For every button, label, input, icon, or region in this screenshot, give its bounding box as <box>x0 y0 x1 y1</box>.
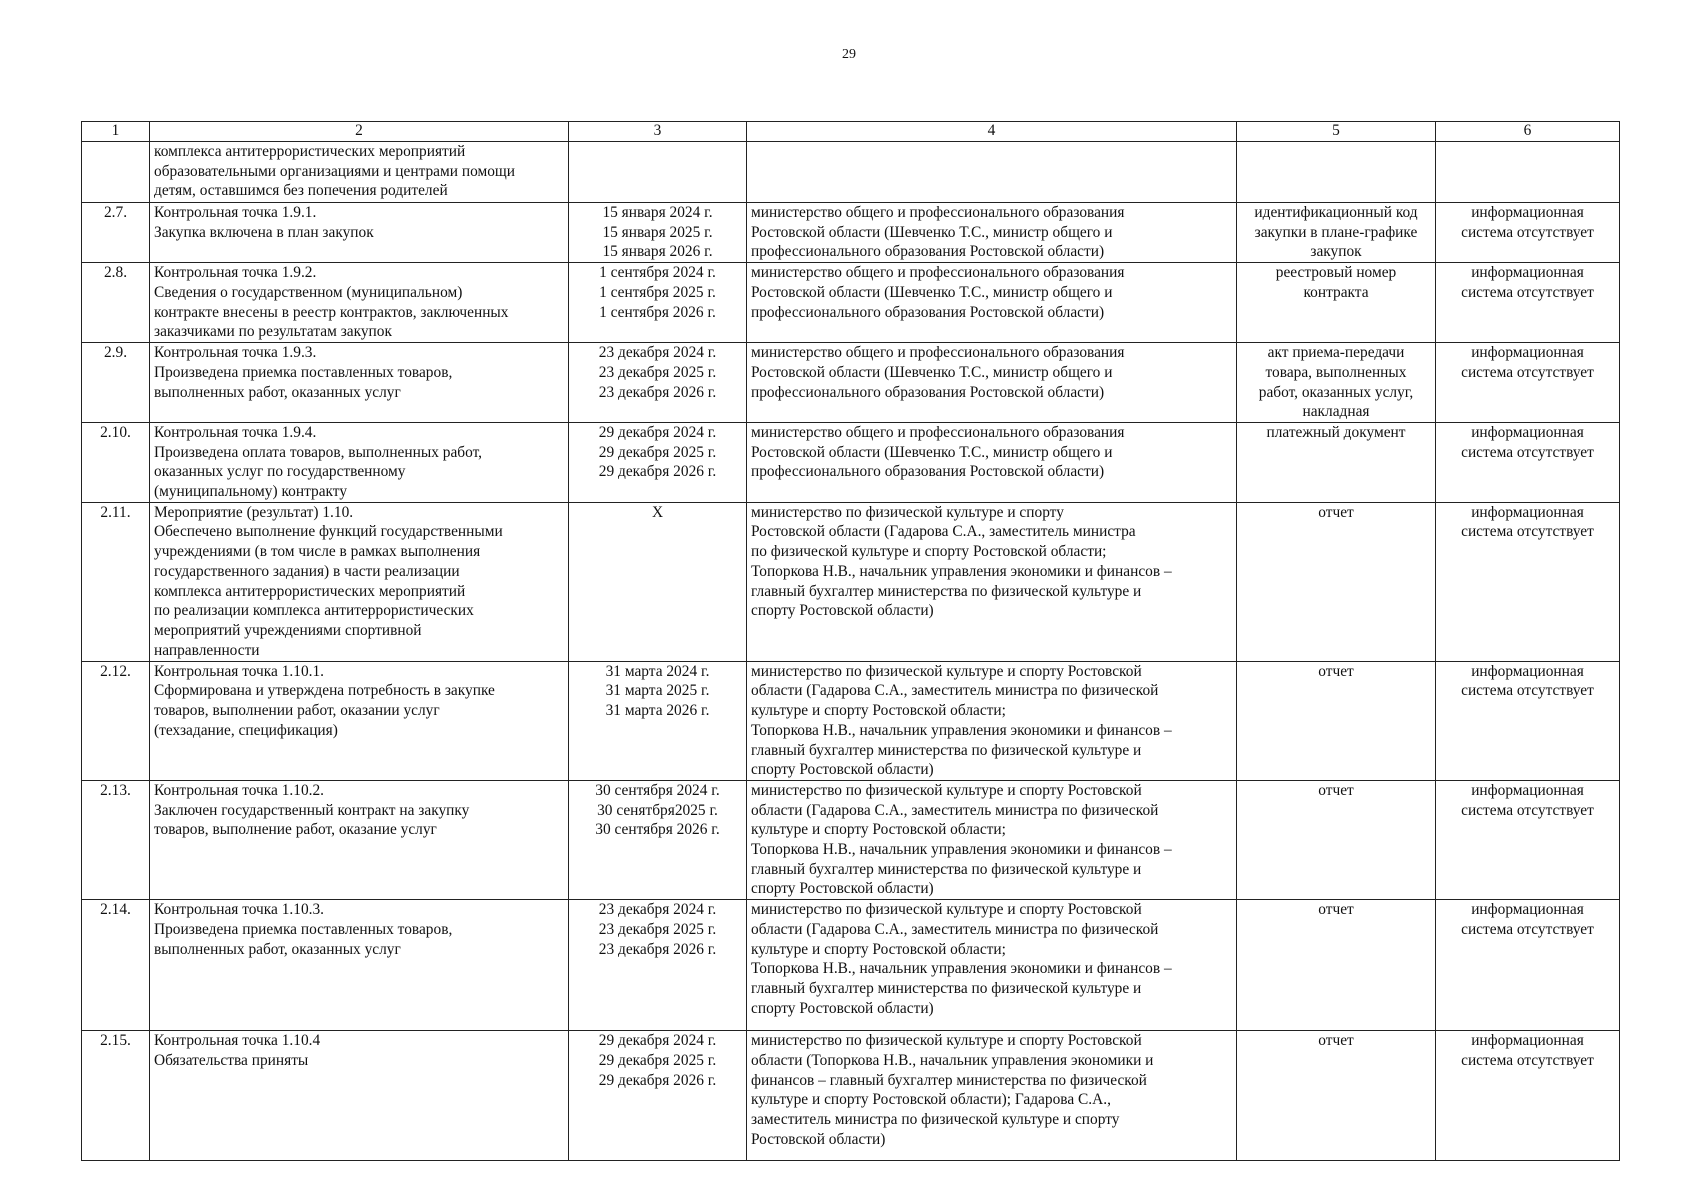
row-number: 2.9. <box>82 343 150 423</box>
row-dates <box>569 142 747 203</box>
table-row <box>82 142 1620 203</box>
row-dates: 23 декабря 2024 г. 23 декабря 2025 г. 23 декабря 2026 г. <box>569 343 747 423</box>
row-number: 2.12. <box>82 661 150 780</box>
row-number: 2.15. <box>82 1031 150 1161</box>
row-name: Контрольная точка 1.9.3. Произведена приемка поставленных товаров, выполненных работ, оказанных услуг <box>150 343 569 423</box>
row-document: реестровый номер контракта <box>1237 263 1436 343</box>
row-document: платежный документ <box>1237 422 1436 502</box>
row-number: 2.8. <box>82 263 150 343</box>
table-row <box>82 343 1620 423</box>
table-row <box>82 502 1620 661</box>
row-document: отчет <box>1237 661 1436 780</box>
row-dates: 30 сентября 2024 г. 30 сенятбря2025 г. 30 сентября 2026 г. <box>569 780 747 899</box>
row-system: информационная система отсутствует <box>1436 661 1620 780</box>
row-responsible: министерство по физической культуре и спорту Ростовской области (Гадарова С.А., заместитель министра по физической культуре и спорту Ростовской области; Топоркова Н.В., начальник управления экономики и финансов – главный бухгалтер министерства по физической культуре и спорту Ростовской области) <box>747 661 1237 780</box>
row-responsible <box>747 142 1237 203</box>
row-number: 2.10. <box>82 422 150 502</box>
table-row <box>82 661 1620 780</box>
header-cell: 1 <box>82 122 150 142</box>
table-row <box>82 780 1620 899</box>
table-row <box>82 263 1620 343</box>
row-dates: 31 марта 2024 г. 31 марта 2025 г. 31 марта 2026 г. <box>569 661 747 780</box>
row-number: 2.14. <box>82 900 150 1031</box>
row-system: информационная система отсутствует <box>1436 203 1620 263</box>
row-responsible: министерство по физической культуре и спорту Ростовской области (Гадарова С.А., заместитель министра по физической культуре и спорту Ростовской области; Топоркова Н.В., начальник управления экономики и финансов – главный бухгалтер министерства по физической культуре и спорту Ростовской области) <box>747 502 1237 661</box>
table-row <box>82 900 1620 1031</box>
row-name: Контрольная точка 1.9.2. Сведения о государственном (муниципальном) контракте внесены в реестр контрактов, заключенных заказчиками по результатам закупок <box>150 263 569 343</box>
row-system: информационная система отсутствует <box>1436 422 1620 502</box>
row-dates: 29 декабря 2024 г. 29 декабря 2025 г. 29 декабря 2026 г. <box>569 1031 747 1161</box>
row-document: отчет <box>1237 1031 1436 1161</box>
row-dates: 15 января 2024 г. 15 января 2025 г. 15 января 2026 г. <box>569 203 747 263</box>
row-name: Мероприятие (результат) 1.10. Обеспечено выполнение функций государственными учреждениями (в том числе в рамках выполнения государственного задания) в части реализации комплекса антитеррористических мероприятий по реализации комплекса антитеррористических мероприятий учреждениями спортивной направленности <box>150 502 569 661</box>
row-document: отчет <box>1237 780 1436 899</box>
row-dates: 1 сентября 2024 г. 1 сентября 2025 г. 1 сентября 2026 г. <box>569 263 747 343</box>
page-number: 29 <box>842 47 856 62</box>
row-system: информационная система отсутствует <box>1436 900 1620 1031</box>
row-number: 2.13. <box>82 780 150 899</box>
plan-table <box>81 121 1620 1161</box>
row-responsible: министерство по физической культуре и спорту Ростовской области (Топоркова Н.В., начальник управления экономики и финансов – главный бухгалтер министерства по физической культуре и спорту Ростовской области); Гадарова С.А., заместитель министра по физической культуре и спорту Ростовской области) <box>747 1031 1237 1161</box>
row-number: 2.11. <box>82 502 150 661</box>
row-system <box>1436 142 1620 203</box>
row-system: информационная система отсутствует <box>1436 263 1620 343</box>
header-cell: 6 <box>1436 122 1620 142</box>
header-cell: 3 <box>569 122 747 142</box>
row-name: Контрольная точка 1.10.2. Заключен государственный контракт на закупку товаров, выполнение работ, оказание услуг <box>150 780 569 899</box>
row-document: отчет <box>1237 502 1436 661</box>
table-row <box>82 422 1620 502</box>
row-name: Контрольная точка 1.10.3. Произведена приемка поставленных товаров, выполненных работ, оказанных услуг <box>150 900 569 1031</box>
row-dates: 23 декабря 2024 г. 23 декабря 2025 г. 23 декабря 2026 г. <box>569 900 747 1031</box>
table-header-row <box>82 122 1620 142</box>
table-row <box>82 1031 1620 1161</box>
row-responsible: министерство по физической культуре и спорту Ростовской области (Гадарова С.А., заместитель министра по физической культуре и спорту Ростовской области; Топоркова Н.В., начальник управления экономики и финансов – главный бухгалтер министерства по физической культуре и спорту Ростовской области) <box>747 900 1237 1031</box>
row-name: Контрольная точка 1.10.4 Обязательства приняты <box>150 1031 569 1161</box>
row-document: акт приема-передачи товара, выполненных работ, оказанных услуг, накладная <box>1237 343 1436 423</box>
row-dates: Х <box>569 502 747 661</box>
row-name: Контрольная точка 1.9.4. Произведена оплата товаров, выполненных работ, оказанных услуг по государственному (муниципальному) контракту <box>150 422 569 502</box>
row-responsible: министерство по физической культуре и спорту Ростовской области (Гадарова С.А., заместитель министра по физической культуре и спорту Ростовской области; Топоркова Н.В., начальник управления экономики и финансов – главный бухгалтер министерства по физической культуре и спорту Ростовской области) <box>747 780 1237 899</box>
header-cell: 4 <box>747 122 1237 142</box>
row-document: идентификационный код закупки в плане-графике закупок <box>1237 203 1436 263</box>
row-number: 2.7. <box>82 203 150 263</box>
row-document <box>1237 142 1436 203</box>
header-cell: 2 <box>150 122 569 142</box>
row-system: информационная система отсутствует <box>1436 502 1620 661</box>
row-system: информационная система отсутствует <box>1436 780 1620 899</box>
header-cell: 5 <box>1237 122 1436 142</box>
row-system: информационная система отсутствует <box>1436 343 1620 423</box>
row-name: Контрольная точка 1.10.1. Сформирована и утверждена потребность в закупке товаров, выполнении работ, оказании услуг (техзадание, спецификация) <box>150 661 569 780</box>
row-responsible: министерство общего и профессионального образования Ростовской области (Шевченко Т.С., министр общего и профессионального образования Ростовской области) <box>747 343 1237 423</box>
row-responsible: министерство общего и профессионального образования Ростовской области (Шевченко Т.С., министр общего и профессионального образования Ростовской области) <box>747 203 1237 263</box>
row-document: отчет <box>1237 900 1436 1031</box>
row-name: комплекса антитеррористических мероприятий образовательными организациями и центрами помощи детям, оставшимся без попечения родителей <box>150 142 569 203</box>
row-number <box>82 142 150 203</box>
row-system: информационная система отсутствует <box>1436 1031 1620 1161</box>
row-responsible: министерство общего и профессионального образования Ростовской области (Шевченко Т.С., министр общего и профессионального образования Ростовской области) <box>747 263 1237 343</box>
row-responsible: министерство общего и профессионального образования Ростовской области (Шевченко Т.С., министр общего и профессионального образования Ростовской области) <box>747 422 1237 502</box>
table-row <box>82 203 1620 263</box>
row-dates: 29 декабря 2024 г. 29 декабря 2025 г. 29 декабря 2026 г. <box>569 422 747 502</box>
row-name: Контрольная точка 1.9.1. Закупка включена в план закупок <box>150 203 569 263</box>
